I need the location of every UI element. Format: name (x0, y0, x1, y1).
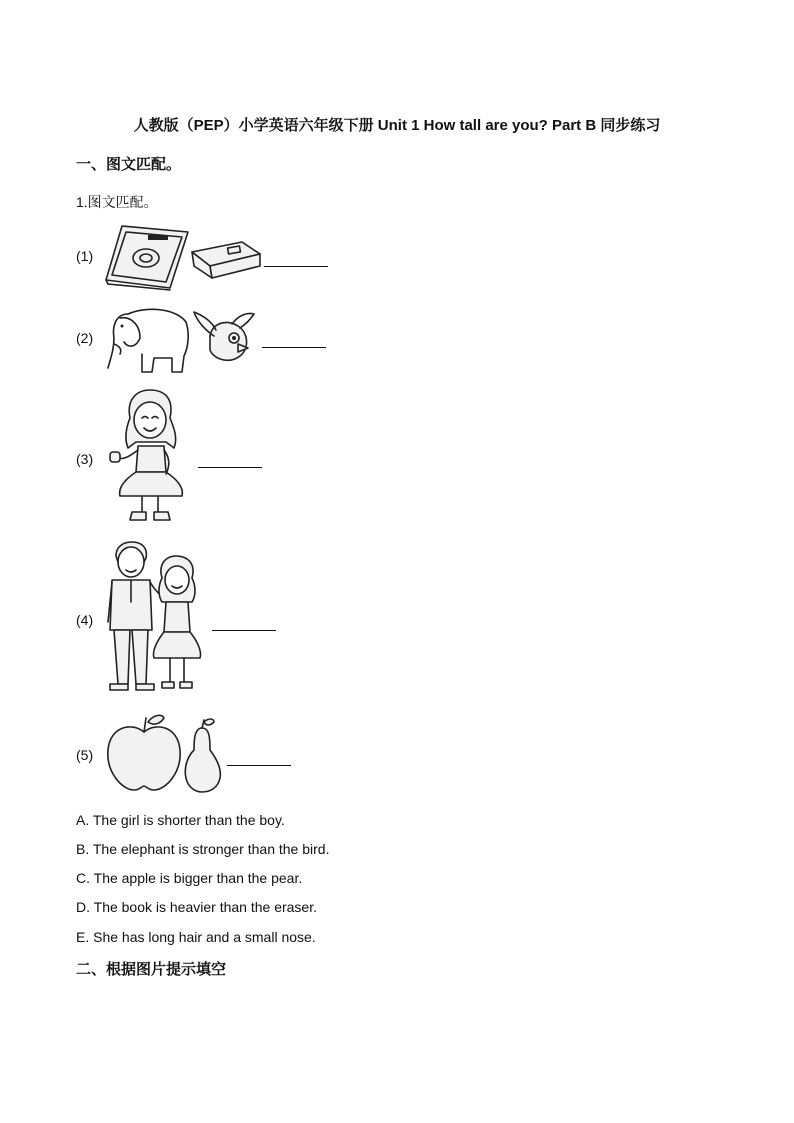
item-number: (4) (76, 612, 94, 628)
answer-blank-3[interactable] (198, 466, 262, 468)
section-1-heading: 一、图文匹配。 (76, 156, 182, 173)
match-item-2 (76, 302, 476, 376)
option-a: A. The girl is shorter than the boy. (76, 812, 285, 828)
match-item-3 (76, 384, 476, 524)
elephant-icon (106, 304, 190, 374)
answer-blank-5[interactable] (227, 764, 291, 766)
option-c: C. The apple is bigger than the pear. (76, 870, 303, 886)
book-icon (104, 222, 190, 290)
man-and-girl-icon (106, 542, 210, 696)
item-number: (2) (76, 330, 94, 346)
match-item-5 (76, 710, 476, 794)
option-b: B. The elephant is stronger than the bird. (76, 841, 330, 857)
question-1-instruction: 1.图文匹配。 (76, 194, 158, 210)
match-item-1 (76, 222, 476, 292)
eraser-icon (188, 238, 264, 280)
item-number: (1) (76, 248, 94, 264)
section-2-heading: 二、根据图片提示填空 (76, 961, 227, 978)
pear-icon (182, 718, 222, 792)
item-number: (3) (76, 451, 94, 467)
apple-icon (104, 712, 184, 792)
option-e: E. She has long hair and a small nose. (76, 929, 316, 945)
option-d: D. The book is heavier than the eraser. (76, 899, 317, 915)
match-item-4 (76, 540, 476, 696)
answer-blank-1[interactable] (264, 265, 328, 267)
item-number: (5) (76, 747, 94, 763)
answer-blank-2[interactable] (262, 346, 326, 348)
bird-icon (192, 310, 256, 368)
answer-blank-4[interactable] (212, 629, 276, 631)
document-title: 人教版（PEP）小学英语六年级下册 Unit 1 How tall are you? Part B 同步练习 (133, 117, 661, 134)
girl-icon (108, 388, 192, 524)
